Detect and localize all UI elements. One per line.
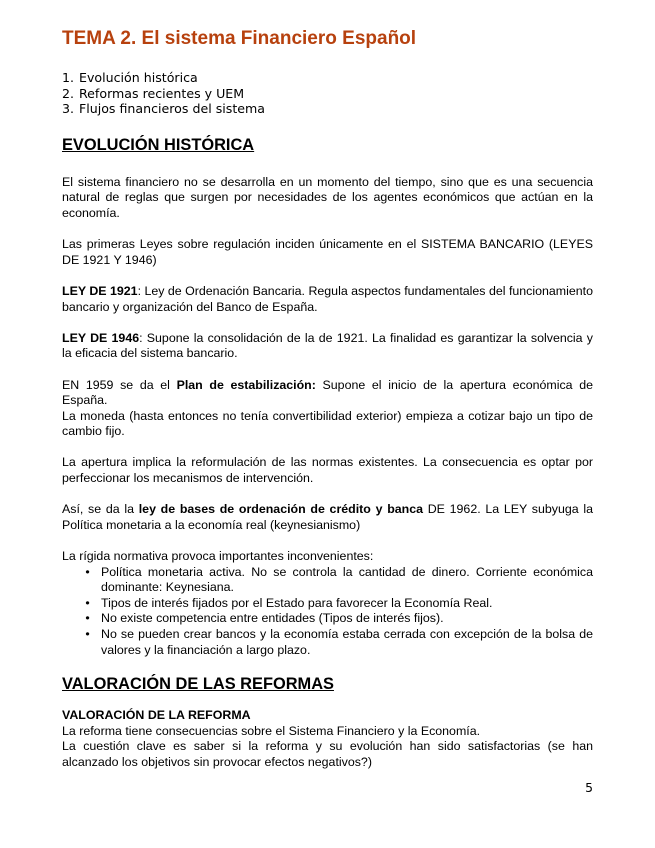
- paragraph-ley-1921: [62, 284, 593, 315]
- bold-term: Plan de estabilización:: [176, 377, 316, 392]
- paragraph-ley-1946: [62, 331, 593, 362]
- page-number: 5: [585, 780, 593, 795]
- list-item-text: No existe competencia entre entidades (Tipos de interés fijos).: [101, 611, 444, 626]
- toc-number: 3.: [62, 101, 75, 117]
- bullet-icon: •: [85, 611, 90, 626]
- paragraph: La reforma tiene consecuencias sobre el Sistema Financiero y la Economía.: [62, 723, 481, 738]
- paragraph: La apertura implica la reformulación de las normas existentes. La consecuencia es optar por perfeccionar los mecanismos de intervención.: [62, 455, 593, 486]
- page-title: TEMA 2. El sistema Financiero Español: [62, 28, 417, 49]
- paragraph-text: : Ley de Ordenación Bancaria. Regula aspectos fundamentales del funcionamiento bancario y organización del Banco de España.: [62, 283, 593, 314]
- subheading: VALORACIÓN DE LA REFORMA: [62, 708, 251, 723]
- toc-number: 1.: [62, 70, 75, 85]
- toc-text: Reformas recientes y UEM: [79, 85, 245, 101]
- paragraph: Las primeras Leyes sobre regulación inciden únicamente en el SISTEMA BANCARIO (LEYES DE 1921 Y 1946): [62, 237, 593, 267]
- paragraph-text: DE 1962. La LEY subyuga la Política monetaria a la economía real (keynesianismo): [62, 502, 593, 532]
- list-item-text: No se pueden crear bancos y la economía estaba cerrada con excepción de la bolsa de valores y la financiación a largo plazo.: [101, 627, 593, 657]
- bold-term: LEY DE 1921: [62, 283, 138, 298]
- paragraph: La rígida normativa provoca importantes inconvenientes:: [62, 549, 374, 564]
- bold-term: LEY DE 1946: [62, 330, 140, 345]
- toc-item: [62, 86, 593, 102]
- paragraph-ley-1962: [62, 502, 593, 533]
- bullet-icon: •: [85, 564, 90, 579]
- list-item: [62, 596, 593, 612]
- section-heading-valoracion: VALORACIÓN DE LAS REFORMAS: [62, 675, 334, 694]
- list-item: [62, 565, 593, 596]
- table-of-contents: [62, 70, 593, 117]
- paragraph-text: : Supone la consolidación de la de 1921. La finalidad es garantizar la solvencia y la eficacia del sistema bancario.: [62, 330, 593, 361]
- paragraph: La moneda (hasta entonces no tenía convertibilidad exterior) empieza a cotizar bajo un tipo de cambio fijo.: [62, 408, 593, 439]
- paragraph-text: Supone el inicio de la apertura económica de España.: [62, 377, 593, 408]
- section-heading-evolucion: EVOLUCIÓN HISTÓRICA: [62, 135, 255, 154]
- toc-item: [62, 70, 593, 86]
- list-item: [62, 627, 593, 658]
- toc-number: 2.: [62, 85, 75, 101]
- toc-item: [62, 101, 593, 117]
- bullet-icon: •: [85, 627, 90, 641]
- bullet-list: [62, 565, 593, 659]
- bullet-icon: •: [85, 595, 90, 610]
- list-item: [62, 611, 593, 627]
- toc-text: Evolución histórica: [79, 70, 198, 85]
- paragraph-text: Así, se da la: [62, 502, 139, 517]
- toc-text: Flujos financieros del sistema: [79, 101, 265, 117]
- paragraph-plan-estabilizacion: [62, 378, 593, 409]
- bold-term: ley de bases de ordenación de crédito y banca: [138, 502, 423, 517]
- paragraph: El sistema financiero no se desarrolla en un momento del tiempo, sino que es una secuencia natural de reglas que surgen por necesidades de los agentes económicos que actúan en la economía.: [62, 174, 593, 220]
- paragraph: La cuestión clave es saber si la reforma y su evolución han sido satisfactorias (se han alcanzado los objetivos sin provocar efectos negativos?): [62, 739, 593, 769]
- list-item-text: Política monetaria activa. No se controla la cantidad de dinero. Corriente económica dominante: Keynesiana.: [101, 564, 593, 595]
- list-item-text: Tipos de interés fijados por el Estado para favorecer la Economía Real.: [101, 595, 493, 610]
- paragraph-text: EN 1959 se da el: [62, 377, 177, 392]
